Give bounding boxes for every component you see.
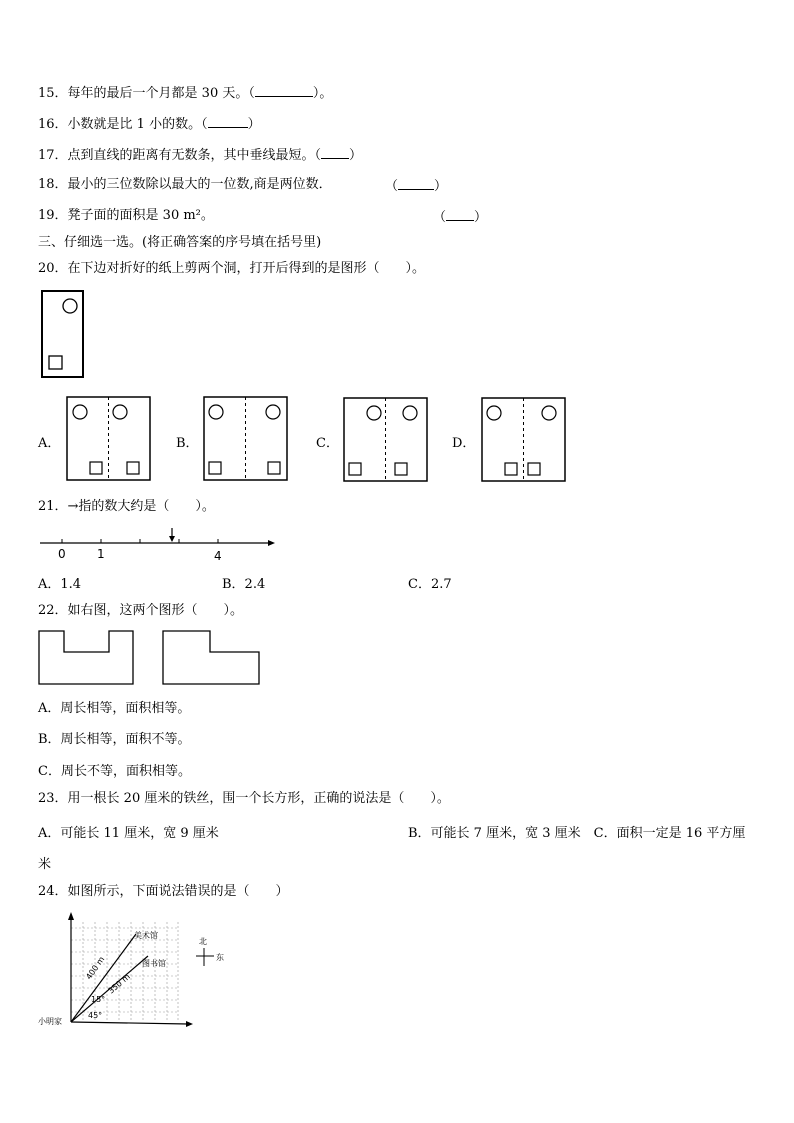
q20-option-d-label[interactable]: D． <box>452 436 476 451</box>
q21-option-a[interactable]: A．1.4 <box>38 577 82 592</box>
east-label: 东 <box>216 953 224 962</box>
q20-option-a-label[interactable]: A． <box>38 436 61 451</box>
q20-option-a-figure[interactable] <box>66 396 152 482</box>
question-18 <box>38 177 332 193</box>
answer-blank[interactable] <box>446 208 474 221</box>
answer-blank[interactable] <box>208 115 248 128</box>
q21-option-c[interactable]: C．2.7 <box>408 577 452 592</box>
angle-15-label: 15° <box>91 995 106 1004</box>
question-18-text: 18．最小的三位数除以最大的一位数,商是两位数． <box>38 177 332 192</box>
question-15 <box>38 84 332 102</box>
museum-label: 美术馆 <box>134 931 158 940</box>
q20-option-d-figure[interactable] <box>481 397 567 483</box>
distance-library: 350 m <box>106 972 132 996</box>
question-16 <box>38 115 261 133</box>
north-label: 北 <box>199 937 207 946</box>
question-22: 22．如右图，这两个图形（ ）。 <box>38 603 244 618</box>
question-17-tail: ） <box>349 148 363 163</box>
q22-shape-left <box>38 630 136 686</box>
question-18-answer <box>385 177 447 195</box>
direction-map-figure <box>38 912 238 1032</box>
question-16-text: 16．小数就是比 1 小的数。（ <box>38 117 208 132</box>
q22-shape-right <box>162 630 262 686</box>
q21-option-b[interactable]: B．2.4 <box>222 577 266 592</box>
q20-option-b-figure[interactable] <box>203 396 289 482</box>
question-19-text: 19．凳子面的面积是 30 m²。 <box>38 208 214 223</box>
question-24: 24．如图所示，下面说法错误的是（ ） <box>38 884 289 899</box>
bracket-open: （ <box>385 179 399 194</box>
question-19-answer <box>433 208 487 226</box>
bracket-open: （ <box>433 210 447 225</box>
question-19 <box>38 208 214 224</box>
question-15-text: 15．每年的最后一个月都是 30 天。（ <box>38 86 255 101</box>
angle-45-label: 45° <box>88 1011 103 1020</box>
q23-option-a[interactable]: A．可能长 11 厘米，宽 9 厘米 <box>38 826 219 841</box>
q23-option-wrap: 米 <box>38 857 52 872</box>
q20-option-b-label[interactable]: B． <box>176 436 199 451</box>
question-16-tail: ） <box>247 117 261 132</box>
home-label: 小明家 <box>38 1017 62 1026</box>
question-20: 20．在下边对折好的纸上剪两个洞，打开后得到的是图形（ ）。 <box>38 261 426 276</box>
question-15-tail: ）。 <box>312 86 333 101</box>
tick-label-0: 0 <box>58 547 66 561</box>
q20-option-c-figure[interactable] <box>343 397 429 483</box>
number-line <box>38 528 278 564</box>
q22-option-a[interactable]: A．周长相等，面积相等。 <box>38 701 191 716</box>
question-23: 23．用一根长 20 厘米的铁丝，围一个长方形，正确的说法是（ ）。 <box>38 791 450 806</box>
bracket-close: ） <box>434 179 448 194</box>
distance-museum: 400 m <box>84 955 107 982</box>
question-17-text: 17．点到直线的距离有无数条，其中垂线最短。（ <box>38 148 322 163</box>
bracket-close: ） <box>474 210 488 225</box>
folded-paper-figure <box>40 290 86 380</box>
q22-option-b[interactable]: B．周长相等，面积不等。 <box>38 732 191 747</box>
q22-option-c[interactable]: C．周长不等，面积相等。 <box>38 764 191 779</box>
answer-blank[interactable] <box>321 146 349 159</box>
question-21: 21．→指的数大约是（ ）。 <box>38 499 215 514</box>
q23-option-bc[interactable]: B．可能长 7 厘米，宽 3 厘米 C．面积一定是 16 平方厘 <box>408 826 746 841</box>
answer-blank[interactable] <box>398 177 434 190</box>
compass-icon <box>196 948 214 966</box>
section-3-title: 三、仔细选一选。(将正确答案的序号填在括号里) <box>38 235 322 250</box>
library-label: 图书馆 <box>142 959 166 968</box>
question-17 <box>38 146 362 164</box>
tick-label-4: 4 <box>214 549 222 563</box>
q20-option-c-label[interactable]: C． <box>316 436 339 451</box>
tick-label-1: 1 <box>97 547 105 561</box>
answer-blank[interactable] <box>255 84 313 97</box>
